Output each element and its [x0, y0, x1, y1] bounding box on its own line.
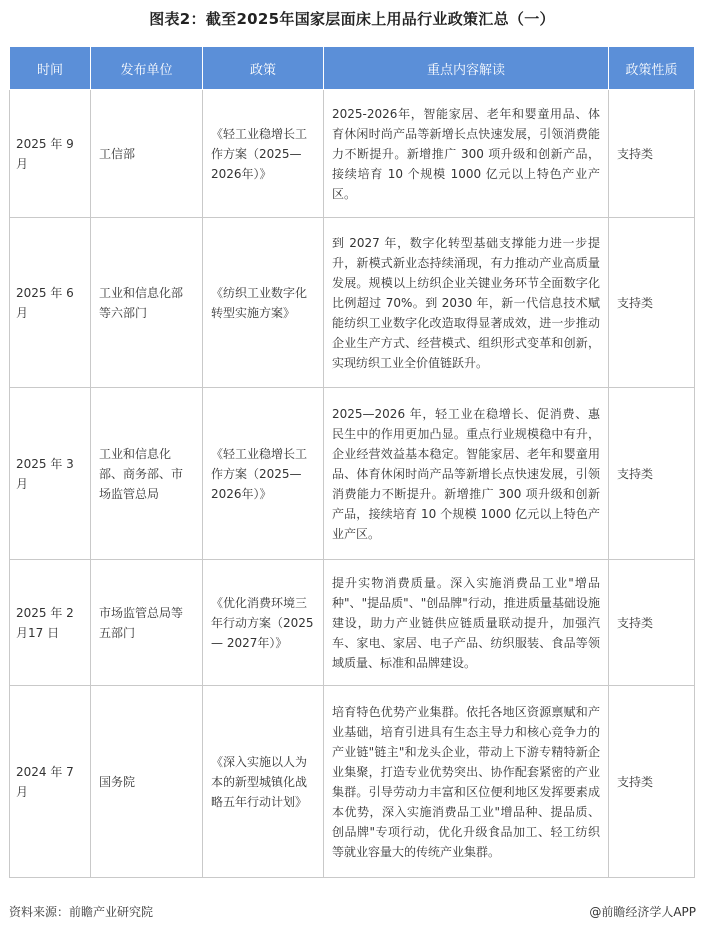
header-content: 重点内容解读: [324, 47, 609, 90]
cell-issuer: 工信部: [91, 90, 203, 218]
cell-nature: 支持类: [609, 218, 695, 388]
cell-content: 到 2027 年，数字化转型基础支撑能力进一步提升，新模式新业态持续涌现，有力推动产业高质量发展。规模以上纺织企业关键业务环节全面数字化比例超过 70%。到 2030 年，新一代信息技术赋能纺织工业数字化改造取得显著成效，进一步推动企业生产方式、经营模式、组织形式变革和创新，实现纺织工业全价值链跃升。: [324, 218, 609, 388]
cell-issuer: 工业和信息化部等六部门: [91, 218, 203, 388]
cell-policy: 《轻工业稳增长工作方案（2025—2026年）》: [203, 90, 324, 218]
cell-time: 2024 年 7 月: [10, 686, 91, 878]
policy-table: [9, 46, 695, 878]
cell-policy: 《深入实施以人为本的新型城镇化战略五年行动计划》: [203, 686, 324, 878]
cell-nature: 支持类: [609, 560, 695, 686]
cell-time: 2025 年 3 月: [10, 388, 91, 560]
table-row: [10, 560, 695, 686]
cell-nature: 支持类: [609, 90, 695, 218]
brand-note: @前瞻经济学人APP: [589, 905, 696, 919]
cell-policy: 《轻工业稳增长工作方案（2025—2026年）》: [203, 388, 324, 560]
header-policy: 政策: [203, 47, 324, 90]
cell-issuer: 国务院: [91, 686, 203, 878]
cell-policy: 《优化消费环境三年行动方案（2025 — 2027年）》: [203, 560, 324, 686]
table-row: [10, 218, 695, 388]
cell-nature: 支持类: [609, 686, 695, 878]
cell-policy: 《纺织工业数字化转型实施方案》: [203, 218, 324, 388]
cell-content: 提升实物消费质量。深入实施消费品工业"增品种"、"提品质"、"创品牌"行动，推进质量基础设施建设，助力产业链供应链质量联动提升，加强汽车、家电、家居、电子产品、纺织服装、食品等领域质量、标准和品牌建设。: [324, 560, 609, 686]
cell-time: 2025 年 2 月17 日: [10, 560, 91, 686]
cell-content: 培育特色优势产业集群。依托各地区资源禀赋和产业基础，培育引进具有生态主导力和核心竞争力的产业链"链主"和龙头企业，带动上下游专精特新企业集聚，打造专业优势突出、协作配套紧密的产业集群。引导劳动力丰富和区位便利地区发挥要素成本优势，深入实施消费品工业"增品种、提品质、创品牌"专项行动，优化升级食品加工、轻工纺织等就业容量大的传统产业集群。: [324, 686, 609, 878]
cell-content: 2025-2026年，智能家居、老年和婴童用品、体育休闲时尚产品等新增长点快速发展，引领消费能力不断提升。新增推广 300 项升级和创新产品，接续培育 10 个规模 1000 亿元以上特色产业产区。: [324, 90, 609, 218]
table-row: [10, 686, 695, 878]
table-header-row: [10, 47, 695, 90]
table-row: [10, 90, 695, 218]
cell-content: 2025—2026 年，轻工业在稳增长、促消费、惠民生中的作用更加凸显。重点行业规模稳中有升，企业经营效益基本稳定。智能家居、老年和婴童用品、体育休闲时尚产品等新增长点快速发展，引领消费能力不断提升。新增推广 300 项升级和创新产品，接续培育 10 个规模 1000 亿元以上特色产业产区。: [324, 388, 609, 560]
source-note: 资料来源：前瞻产业研究院: [9, 905, 154, 919]
cell-issuer: 市场监管总局等五部门: [91, 560, 203, 686]
cell-issuer: 工业和信息化部、商务部、市场监管总局: [91, 388, 203, 560]
page-title: 图表2：截至2025年国家层面床上用品行业政策汇总（一）: [149, 10, 555, 28]
table-row: [10, 388, 695, 560]
header-issuer: 发布单位: [91, 47, 203, 90]
cell-time: 2025 年 6 月: [10, 218, 91, 388]
header-time: 时间: [10, 47, 91, 90]
cell-nature: 支持类: [609, 388, 695, 560]
cell-time: 2025 年 9 月: [10, 90, 91, 218]
header-nature: 政策性质: [609, 47, 695, 90]
